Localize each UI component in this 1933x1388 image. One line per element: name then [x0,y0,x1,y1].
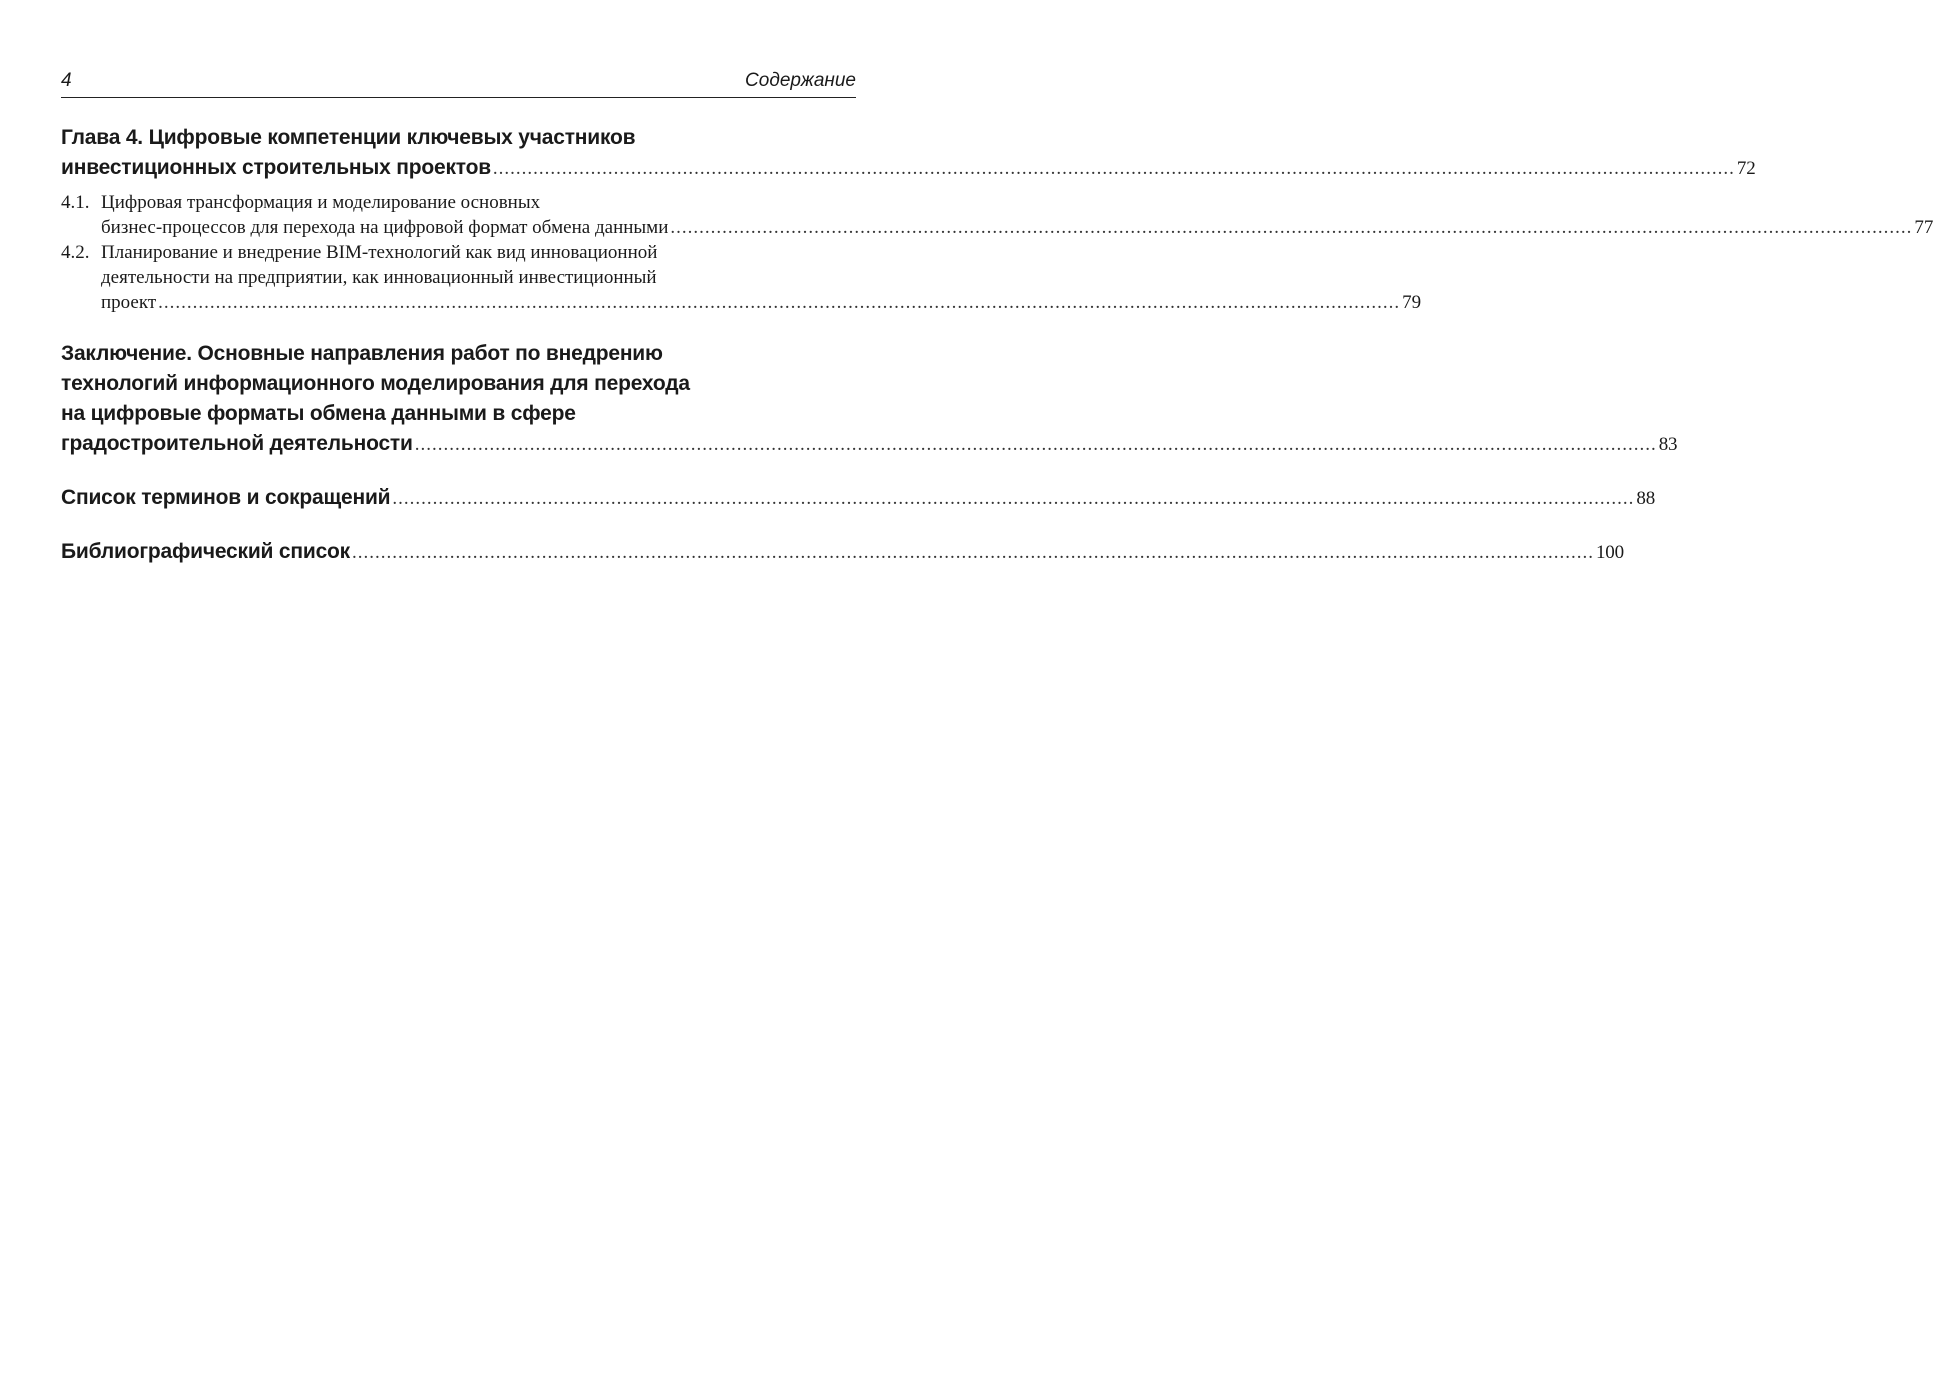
toc-entry-leader-line [101,215,1933,240]
toc-entry-section-4-1[interactable] [61,190,1933,240]
toc-entry-leader-line [61,153,1756,184]
dot-leader: ........................................................................................................................................................................................................................ [352,542,1594,563]
toc-entry-leader-line [61,537,1624,568]
section-title: Содержание [745,70,856,91]
page-number: 4 [61,70,72,91]
toc-entry-conclusion[interactable] [61,339,1678,460]
toc-entry-leader-line [61,483,1656,514]
toc-entry-title-line: на цифровые форматы обмена данными в сфере [61,402,576,425]
toc-page-number: 88 [1636,488,1656,509]
toc-entry-title-line: Список терминов и сокращений [61,486,391,509]
toc-entry-bibliography[interactable] [61,537,1624,568]
running-head [61,68,856,98]
toc-entry-title-line: инвестиционных строительных проектов [61,156,491,179]
dot-leader: ........................................................................................................................................................................................................................ [492,158,1735,179]
table-of-contents [61,123,1933,568]
dot-leader: ........................................................................................................................................................................................................................ [414,434,1657,455]
toc-entry-title-line: Заключение. Основные направления работ по внедрению [61,342,663,365]
toc-page-number: 79 [1402,292,1422,313]
toc-page-number: 83 [1658,434,1678,455]
toc-entry-title-line: Цифровая трансформация и моделирование основных [101,192,541,213]
toc-entry-title-line: Библиографический список [61,540,350,563]
toc-entry-title-line: Планирование и внедрение BIM-технологий как вид инновационной [101,242,658,263]
toc-entry-title-line: бизнес-процессов для перехода на цифровой формат обмена данными [101,217,669,238]
toc-entry-chapter-4[interactable] [61,123,1756,184]
section-number: 4.1. [61,192,90,213]
toc-entry-title-line: деятельности на предприятии, как инновационный инвестиционный [101,267,657,288]
toc-entry-title-line: проект [101,292,157,313]
toc-entry-leader-line [101,290,1422,315]
toc-entry-title-line: Глава 4. Цифровые компетенции ключевых участников [61,126,636,149]
toc-entry-title-line: градостроительной деятельности [61,432,413,455]
section-number: 4.2. [61,242,90,263]
toc-entry-title-line: технологий информационного моделирования для перехода [61,372,690,395]
toc-entry-section-4-2[interactable] [61,240,1422,315]
dot-leader: ........................................................................................................................................................................................................................ [670,217,1913,238]
toc-entry-terms[interactable] [61,483,1656,514]
toc-entry-leader-line [61,429,1678,460]
dot-leader: ........................................................................................................................................................................................................................ [158,292,1401,313]
toc-page-number: 77 [1914,217,1933,238]
dot-leader: ........................................................................................................................................................................................................................ [392,488,1635,509]
toc-page-number: 100 [1596,542,1624,563]
toc-page-number: 72 [1736,158,1756,179]
